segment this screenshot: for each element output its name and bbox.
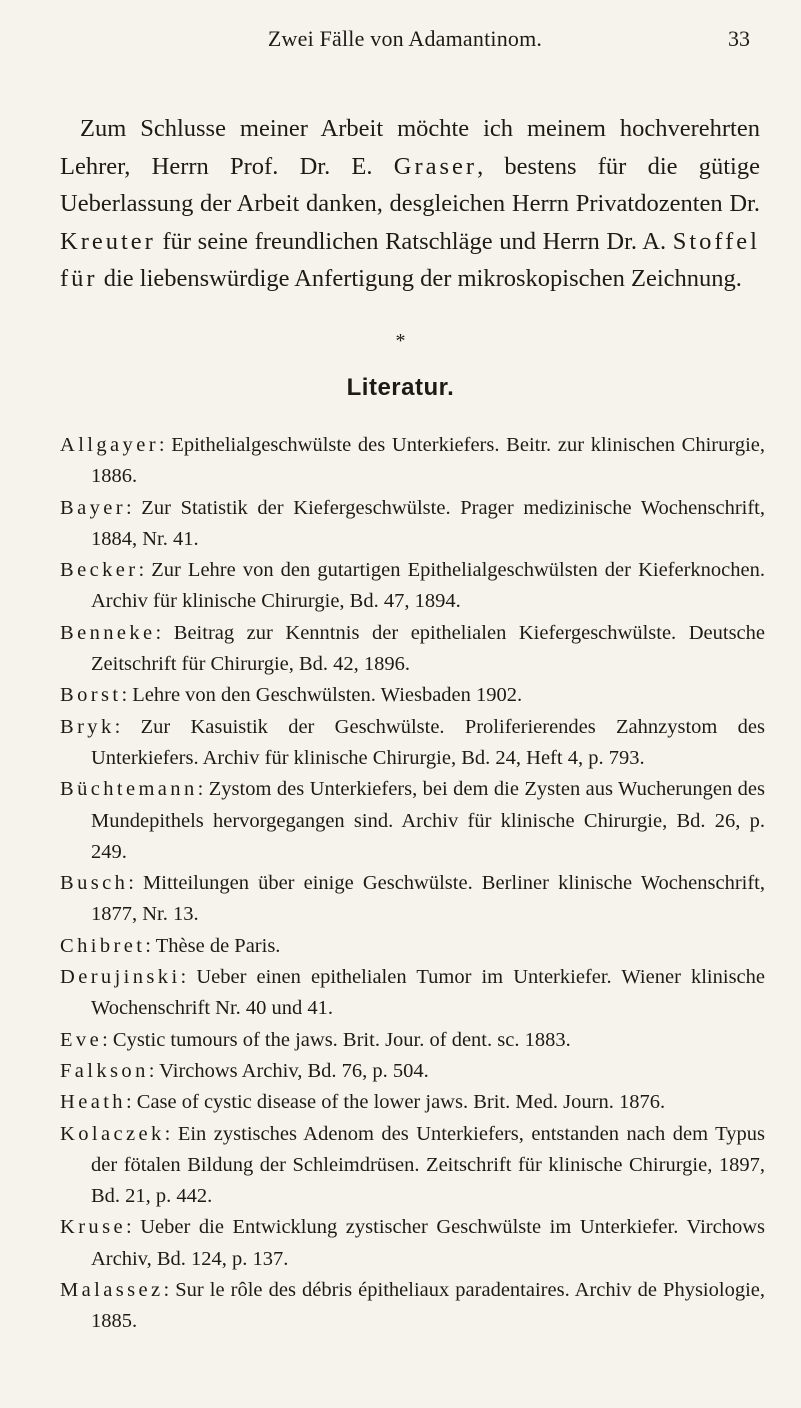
reference-text: : Zur Statistik der Kiefergeschwülste. Prager medizinische Wochenschrift, 1884, Nr. 41.: [91, 496, 765, 550]
reference-text: : Ueber die Entwicklung zystischer Geschwülste im Unterkiefer. Virchows Archiv, Bd. 124, p. 137.: [91, 1216, 765, 1270]
reference-entry: [60, 931, 765, 962]
reference-text: : Case of cystic disease of the lower jaws. Brit. Med. Journ. 1876.: [125, 1091, 666, 1114]
page-number: 33: [728, 26, 750, 51]
reference-text: : Ein zystisches Adenom des Unterkiefers, entstanden nach dem Typus der fötalen Bildung der Schleimdrüsen. Zeitschrift für klinische Chirurgie, 1897, Bd. 21, p. 442.: [91, 1122, 765, 1208]
running-title: Zwei Fälle von Adamantinom.: [267, 26, 543, 51]
reference-author: Malassez: [60, 1279, 164, 1302]
reference-text: : Thèse de Paris.: [145, 934, 281, 957]
literature-heading: Literatur.: [346, 374, 455, 401]
reference-author: Chibret: [60, 934, 146, 957]
reference-text: : Mitteilungen über einige Geschwülste. Berliner klinische Wochenschrift, 1877, Nr. 13.: [91, 872, 765, 926]
reference-entry: [60, 555, 765, 618]
reference-entry: [60, 680, 765, 711]
name-kreuter: Kreuter: [60, 227, 156, 255]
reference-author: Büchtemann: [60, 778, 198, 801]
reference-text: : Zystom des Unterkiefers, bei dem die Zysten aus Wucherungen des Mundepithels hervorgegangen sind. Archiv für klinische Chirurgie, Bd. 26, p. 249.: [91, 778, 765, 863]
reference-text: : Virchows Archiv, Bd. 76, p. 504.: [148, 1059, 429, 1082]
section-separator: *: [395, 330, 406, 352]
reference-author: Eve: [60, 1028, 103, 1051]
ack-text: Zum Schlusse meiner Arbeit möchte ich meinem hochverehrten Lehrer, Herrn Prof. Dr. E.: [60, 115, 760, 180]
ack-text: für seine freundlichen Ratschläge und Herrn Dr. A.: [155, 227, 673, 255]
acknowledgment-paragraph: [60, 110, 760, 298]
reference-author: Allgayer: [60, 434, 159, 456]
name-stoffel: Stoffel für: [60, 227, 760, 292]
reference-entry: [60, 712, 765, 775]
reference-entry: [60, 1056, 765, 1087]
reference-entry: [60, 493, 765, 556]
reference-author: Benneke: [60, 621, 156, 644]
reference-author: Kruse: [60, 1216, 126, 1239]
reference-entry: [60, 962, 765, 1025]
reference-entry: [60, 1212, 765, 1275]
reference-author: Heath: [60, 1091, 126, 1114]
reference-list: [60, 430, 765, 1338]
reference-entry: [60, 1087, 765, 1118]
page-header: [60, 26, 750, 60]
reference-author: Busch: [60, 872, 129, 895]
reference-entry: [60, 1275, 765, 1338]
reference-entry: [60, 774, 765, 868]
reference-entry: [60, 430, 765, 493]
reference-author: Derujinski: [60, 966, 181, 989]
reference-text: : Zur Kasuistik der Geschwülste. Proliferierendes Zahnzystom des Unterkiefers. Archiv für klinische Chirurgie, Bd. 24, Heft 4, p. 793.: [91, 715, 765, 769]
name-graser: Graser: [393, 152, 478, 180]
reference-text: : Epithelialgeschwülste des Unterkiefers. Beitr. zur klinischen Chirurgie, 1886.: [91, 434, 765, 488]
reference-text: : Beitrag zur Kenntnis der epithelialen Kiefergeschwülste. Deutsche Zeitschrift für Chirurgie, Bd. 42, 1896.: [91, 621, 765, 676]
reference-text: : Zur Lehre von den gutartigen Epithelialgeschwülsten der Kieferknochen. Archiv für klinische Chirurgie, Bd. 47, 1894.: [91, 559, 765, 613]
reference-author: Bayer: [60, 496, 126, 519]
reference-text: : Ueber einen epithelialen Tumor im Unterkiefer. Wiener klinische Wochenschrift Nr. 40 und 41.: [91, 966, 765, 1020]
reference-entry: [60, 1025, 765, 1056]
reference-author: Becker: [60, 559, 139, 582]
reference-entry: [60, 868, 765, 931]
reference-author: Borst: [60, 684, 122, 707]
reference-author: Bryk: [60, 715, 115, 738]
reference-author: Falkson: [60, 1059, 149, 1082]
reference-text: : Cystic tumours of the jaws. Brit. Jour. of dent. sc. 1883.: [102, 1028, 571, 1051]
reference-text: : Sur le rôle des débris épitheliaux paradentaires. Archiv de Physiologie, 1885.: [91, 1279, 765, 1333]
reference-entry: [60, 1119, 765, 1213]
reference-text: : Lehre von den Geschwülsten. Wiesbaden 1902.: [121, 684, 523, 707]
reference-entry: [60, 618, 765, 681]
ack-text: die liebenswürdige Anfertigung der mikroskopischen Zeichnung.: [97, 265, 742, 292]
ack-text: , bestens für die gütige Ueberlassung der Arbeit danken, desgleichen Herrn Privatdozenten Dr.: [60, 152, 760, 217]
reference-author: Kolaczek: [60, 1122, 165, 1145]
